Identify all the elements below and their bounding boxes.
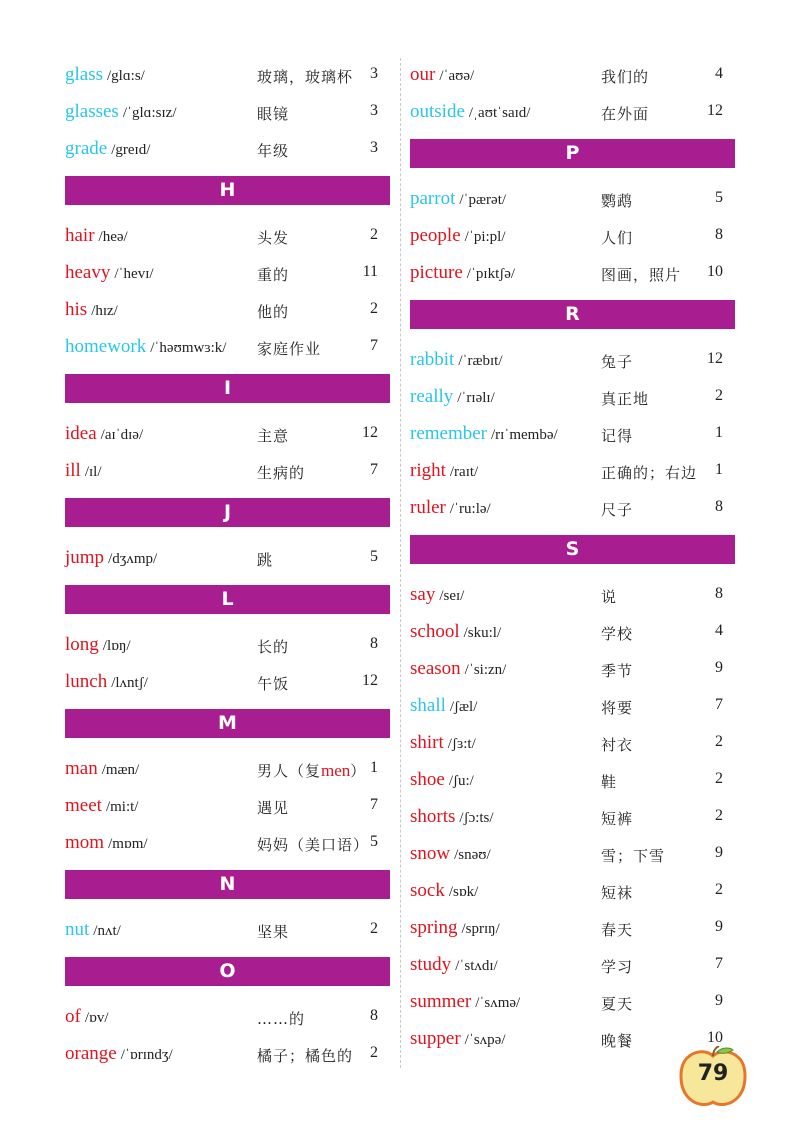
glossary-entry xyxy=(410,726,735,763)
entry-unit: 12 xyxy=(707,350,723,367)
entry-unit: 7 xyxy=(370,461,378,478)
entry-word: his xyxy=(65,299,88,320)
entry-word: season xyxy=(410,658,461,679)
entry-meaning: 兔子 xyxy=(601,353,634,371)
entry-meaning: 我们的 xyxy=(601,68,650,86)
entry-phonetic: /ˈɒrɪndʒ/ xyxy=(120,1047,173,1063)
entry-unit: 10 xyxy=(707,1029,723,1046)
section-header-o: O xyxy=(65,957,390,986)
entry-unit: 1 xyxy=(715,461,723,478)
glossary-entry xyxy=(65,752,390,789)
entry-phonetic: /dʒʌmp/ xyxy=(108,551,158,567)
entry-unit: 8 xyxy=(370,635,378,652)
entry-unit: 7 xyxy=(370,337,378,354)
section-header-p: P xyxy=(410,139,735,168)
entry-word: spring xyxy=(410,917,458,938)
entry-meaning: 家庭作业 xyxy=(257,340,322,358)
entry-word: study xyxy=(410,954,452,975)
entry-word: nut xyxy=(65,919,90,940)
entry-unit: 5 xyxy=(370,833,378,850)
entry-word: heavy xyxy=(65,262,111,283)
entry-unit: 2 xyxy=(370,226,378,243)
entry-phonetic: /nʌt/ xyxy=(93,923,121,939)
glossary-entry xyxy=(410,652,735,689)
section-header-s: S xyxy=(410,535,735,564)
glossary-entry xyxy=(65,58,390,95)
entry-phonetic: /aɪˈdɪə/ xyxy=(100,427,144,443)
entry-phonetic: /ˈstʌdɪ/ xyxy=(455,958,498,974)
entry-word: grade xyxy=(65,138,108,159)
section-header-l: L xyxy=(65,585,390,614)
entry-unit: 9 xyxy=(715,659,723,676)
entry-meaning: 男人（复men） xyxy=(257,761,367,780)
entry-unit: 1 xyxy=(370,759,378,776)
entry-word: meet xyxy=(65,795,102,816)
entry-unit: 9 xyxy=(715,992,723,1009)
entry-meaning: 真正地 xyxy=(601,390,650,408)
entry-phonetic: /ˈpærət/ xyxy=(459,192,507,208)
entry-meaning: 衬衣 xyxy=(601,736,634,754)
glossary-entry xyxy=(410,763,735,800)
entry-unit: 2 xyxy=(370,1044,378,1061)
entry-meaning: 雪；下雪 xyxy=(601,847,666,865)
entry-unit: 12 xyxy=(707,102,723,119)
entry-phonetic: /ʃæl/ xyxy=(449,699,478,715)
entry-phonetic: /greɪd/ xyxy=(111,142,151,158)
entry-phonetic: /lɒŋ/ xyxy=(102,638,131,654)
entry-phonetic: /ʃu:/ xyxy=(448,773,474,789)
glossary-entry xyxy=(65,665,390,702)
entry-word: our xyxy=(410,64,436,85)
glossary-entry xyxy=(410,491,735,528)
glossary-entry xyxy=(65,628,390,665)
glossary-entry xyxy=(65,454,390,491)
glossary-entry xyxy=(410,417,735,454)
entry-word: shall xyxy=(410,695,446,716)
glossary-entry xyxy=(410,454,735,491)
entry-meaning: 重的 xyxy=(257,266,290,284)
entry-meaning: 短裤 xyxy=(601,810,634,828)
entry-unit: 3 xyxy=(370,65,378,82)
entry-unit: 2 xyxy=(715,770,723,787)
entry-phonetic: /sɒk/ xyxy=(448,884,479,900)
entry-meaning: 玻璃，玻璃杯 xyxy=(257,68,354,86)
entry-unit: 8 xyxy=(715,226,723,243)
entry-phonetic: /rɪˈmembə/ xyxy=(491,427,558,443)
entry-meaning: 午饭 xyxy=(257,675,290,693)
glossary-entry xyxy=(410,911,735,948)
entry-word: orange xyxy=(65,1043,117,1064)
entry-meaning: 主意 xyxy=(257,427,290,445)
entry-meaning: 尺子 xyxy=(601,501,634,519)
entry-meaning: 跳 xyxy=(257,551,274,569)
entry-phonetic: /sku:l/ xyxy=(463,625,502,641)
entry-word: idea xyxy=(65,423,97,444)
entry-word: ruler xyxy=(410,497,446,518)
entry-unit: 2 xyxy=(715,733,723,750)
entry-phonetic: /ˈhevɪ/ xyxy=(114,266,154,282)
glossary-entry xyxy=(65,256,390,293)
entry-meaning: 季节 xyxy=(601,662,634,680)
entry-meaning: 头发 xyxy=(257,229,290,247)
glossary-entry xyxy=(410,380,735,417)
entry-phonetic: /sprɪŋ/ xyxy=(461,921,500,937)
entry-phonetic: /ɪl/ xyxy=(84,464,102,480)
entry-meaning: 图画，照片 xyxy=(601,266,682,284)
entry-meaning: 记得 xyxy=(601,427,634,445)
entry-unit: 2 xyxy=(715,881,723,898)
entry-meaning: 说 xyxy=(601,588,618,606)
entry-phonetic: /ˈpi:pl/ xyxy=(464,229,506,245)
entry-unit: 8 xyxy=(370,1007,378,1024)
entry-word: say xyxy=(410,584,436,605)
entry-word: sock xyxy=(410,880,445,901)
entry-word: school xyxy=(410,621,460,642)
entry-unit: 3 xyxy=(370,102,378,119)
entry-word: homework xyxy=(65,336,147,357)
entry-meaning: 鹦鹉 xyxy=(601,192,634,210)
glossary-entry xyxy=(410,256,735,293)
entry-unit: 9 xyxy=(715,844,723,861)
glossary-entry xyxy=(65,789,390,826)
glossary-entry xyxy=(65,330,390,367)
glossary-entry xyxy=(410,689,735,726)
entry-word: outside xyxy=(410,101,465,122)
entry-meaning: 夏天 xyxy=(601,995,634,1013)
entry-phonetic: /ˈaʊə/ xyxy=(439,68,475,84)
entry-unit: 7 xyxy=(370,796,378,813)
entry-meaning: 长的 xyxy=(257,638,290,656)
entry-word: remember xyxy=(410,423,488,444)
entry-unit: 2 xyxy=(370,300,378,317)
column-divider xyxy=(400,58,401,1068)
entry-unit: 9 xyxy=(715,918,723,935)
entry-meaning: 春天 xyxy=(601,921,634,939)
page-number: 79 xyxy=(697,1061,729,1086)
entry-phonetic: /lʌntʃ/ xyxy=(111,675,148,691)
entry-meaning: 他的 xyxy=(257,303,290,321)
glossary-entry xyxy=(65,1000,390,1037)
entry-word: glass xyxy=(65,64,103,85)
entry-phonetic: /ˈsʌmə/ xyxy=(475,995,521,1011)
entry-unit: 11 xyxy=(362,263,378,280)
entry-word: jump xyxy=(65,547,105,568)
entry-word: really xyxy=(410,386,454,407)
entry-meaning: 鞋 xyxy=(601,773,618,791)
entry-meaning: ……的 xyxy=(257,1010,306,1028)
page-number-badge xyxy=(677,1046,749,1108)
entry-phonetic: /snəʊ/ xyxy=(454,847,491,863)
entry-phonetic: /glɑ:s/ xyxy=(107,68,145,84)
entry-meaning: 坚果 xyxy=(257,923,290,941)
entry-word: ill xyxy=(65,460,81,481)
entry-meaning: 遇见 xyxy=(257,799,290,817)
entry-meaning: 眼镜 xyxy=(257,105,290,123)
entry-unit: 5 xyxy=(370,548,378,565)
glossary-entry xyxy=(65,826,390,863)
section-header-r: R xyxy=(410,300,735,329)
entry-word: lunch xyxy=(65,671,108,692)
entry-meaning: 学习 xyxy=(601,958,634,976)
glossary-entry xyxy=(410,182,735,219)
glossary-column-left xyxy=(65,58,390,1074)
glossary-entry xyxy=(65,132,390,169)
section-header-m: M xyxy=(65,709,390,738)
entry-meaning: 将要 xyxy=(601,699,634,717)
entry-word: shirt xyxy=(410,732,444,753)
entry-unit: 3 xyxy=(370,139,378,156)
entry-unit: 4 xyxy=(715,65,723,82)
entry-word: shoe xyxy=(410,769,445,790)
glossary-entry xyxy=(410,837,735,874)
entry-word: snow xyxy=(410,843,451,864)
entry-word: hair xyxy=(65,225,95,246)
entry-phonetic: /raɪt/ xyxy=(449,464,479,480)
glossary-entry xyxy=(65,95,390,132)
entry-unit: 7 xyxy=(715,955,723,972)
glossary-entry xyxy=(410,219,735,256)
glossary-entry xyxy=(410,578,735,615)
glossary-entry xyxy=(65,219,390,256)
glossary-entry xyxy=(65,293,390,330)
entry-phonetic: /ɒv/ xyxy=(84,1010,109,1026)
entry-phonetic: /hɪz/ xyxy=(91,303,118,319)
entry-unit: 4 xyxy=(715,622,723,639)
entry-phonetic: /ˈpɪktʃə/ xyxy=(466,266,516,282)
entry-unit: 12 xyxy=(362,672,378,689)
entry-word: people xyxy=(410,225,461,246)
entry-unit: 7 xyxy=(715,696,723,713)
entry-unit: 8 xyxy=(715,585,723,602)
glossary-entry xyxy=(410,800,735,837)
section-header-h: H xyxy=(65,176,390,205)
entry-phonetic: /ˌaʊtˈsaɪd/ xyxy=(468,105,531,121)
entry-phonetic: /ˈglɑ:sɪz/ xyxy=(122,105,177,121)
entry-unit: 12 xyxy=(362,424,378,441)
entry-meaning: 在外面 xyxy=(601,105,650,123)
entry-phonetic: /seɪ/ xyxy=(439,588,465,604)
glossary-column-right xyxy=(410,58,735,1059)
glossary-entry xyxy=(65,913,390,950)
entry-phonetic: /ˈsʌpə/ xyxy=(464,1032,506,1048)
entry-unit: 2 xyxy=(370,920,378,937)
entry-unit: 8 xyxy=(715,498,723,515)
section-header-j: J xyxy=(65,498,390,527)
glossary-entry xyxy=(410,615,735,652)
entry-word: summer xyxy=(410,991,472,1012)
entry-meaning: 年级 xyxy=(257,142,290,160)
entry-meaning: 橘子；橘色的 xyxy=(257,1047,354,1065)
entry-word: parrot xyxy=(410,188,456,209)
entry-phonetic: /ˈsi:zn/ xyxy=(464,662,507,678)
entry-phonetic: /ˈræbɪt/ xyxy=(458,353,503,369)
entry-word: supper xyxy=(410,1028,461,1049)
glossary-entry xyxy=(65,1037,390,1074)
entry-meaning: 正确的；右边 xyxy=(601,464,698,482)
entry-phonetic: /ʃɔ:ts/ xyxy=(459,810,494,826)
entry-unit: 10 xyxy=(707,263,723,280)
entry-word: picture xyxy=(410,262,463,283)
glossary-entry xyxy=(410,343,735,380)
entry-phonetic: /mi:t/ xyxy=(105,799,139,815)
entry-word: man xyxy=(65,758,98,779)
entry-phonetic: /ˈru:lə/ xyxy=(449,501,491,517)
entry-meaning: 晚餐 xyxy=(601,1032,634,1050)
entry-phonetic: /ˈhəʊmwɜ:k/ xyxy=(150,340,227,356)
entry-word: right xyxy=(410,460,446,481)
entry-unit: 5 xyxy=(715,189,723,206)
entry-unit: 1 xyxy=(715,424,723,441)
glossary-entry xyxy=(410,874,735,911)
section-header-n: N xyxy=(65,870,390,899)
section-header-i: I xyxy=(65,374,390,403)
glossary-entry xyxy=(410,58,735,95)
entry-word: of xyxy=(65,1006,81,1027)
entry-phonetic: /heə/ xyxy=(98,229,128,245)
entry-meaning: 人们 xyxy=(601,229,634,247)
entry-word: rabbit xyxy=(410,349,455,370)
entry-unit: 2 xyxy=(715,807,723,824)
entry-meaning: 短袜 xyxy=(601,884,634,902)
entry-meaning: 妈妈（美口语） xyxy=(257,836,370,854)
entry-meaning-plural: men xyxy=(321,761,351,780)
entry-word: mom xyxy=(65,832,105,853)
entry-phonetic: /mæn/ xyxy=(101,762,140,778)
glossary-entry xyxy=(410,948,735,985)
entry-word: shorts xyxy=(410,806,456,827)
glossary-entry xyxy=(410,985,735,1022)
glossary-entry xyxy=(65,541,390,578)
entry-unit: 2 xyxy=(715,387,723,404)
glossary-entry xyxy=(65,417,390,454)
entry-word: glasses xyxy=(65,101,119,122)
entry-word: long xyxy=(65,634,99,655)
glossary-entry xyxy=(410,95,735,132)
entry-phonetic: /ʃɜ:t/ xyxy=(447,736,476,752)
entry-meaning: 学校 xyxy=(601,625,634,643)
entry-phonetic: /mɒm/ xyxy=(108,836,148,852)
entry-meaning: 生病的 xyxy=(257,464,306,482)
entry-phonetic: /ˈrɪəlɪ/ xyxy=(457,390,495,406)
